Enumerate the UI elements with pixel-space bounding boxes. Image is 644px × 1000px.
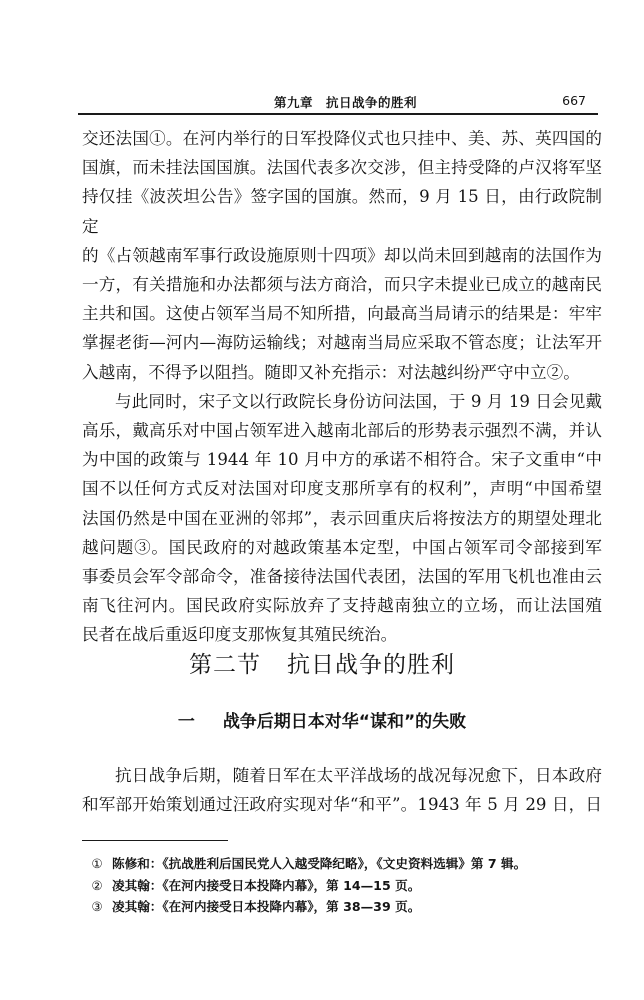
text-line: 交还法国①。在河内举行的日军投降仪式也只挂中、美、苏、英四国的: [82, 129, 602, 148]
footnote-mark: ②: [91, 877, 103, 893]
paragraph-1: [82, 124, 602, 387]
chapter-title: 第九章 抗日战争的胜利: [274, 95, 418, 110]
text-line: 与此同时，宋子文以行政院长身份访问法国，于 9 月 19 日会见戴: [115, 391, 602, 411]
text-line: 和军部开始策划通过汪政府实现对华“和平”。1943 年 5 月 29 日，日: [82, 795, 602, 815]
text-line: 高乐，戴高乐对中国占领军进入越南北部后的形势表示强烈不满，并认: [82, 421, 602, 441]
footnote-text: 陈修和：《抗战胜利后国民党人入越受降纪略》，《文史资料选辑》第 7 辑。: [112, 856, 527, 871]
text-line: 抗日战争后期，随着日军在太平洋战场的战况每况愈下，日本政府: [115, 766, 602, 785]
paragraph-2: [82, 387, 602, 650]
text-line: 法国仍然是中国在亚洲的邻邦”，表示回重庆后将按法方的期望处理北: [82, 508, 602, 528]
page-number: 667: [562, 93, 586, 108]
text-line: 国旗，而未挂法国国旗。法国代表多次交涉，但主持受降的卢汉将军坚: [82, 158, 602, 178]
footnote-divider: [82, 840, 228, 841]
subsection-title-text: 战争后期日本对华“谋和”的失败: [222, 712, 467, 732]
text-line: 掌握老街—河内—海防运输线；对越南当局应采取不管态度；让法军开: [82, 333, 602, 353]
text-line: 越问题③。国民政府的对越政策基本定型，中国占领军司令部接到军: [82, 537, 602, 557]
footnote-2: [82, 875, 602, 897]
footnotes: [82, 853, 602, 918]
footnote-text: 凌其翰：《在河内接受日本投降内幕》，第 14—15 页。: [112, 877, 421, 893]
text-line: 国不以任何方式反对法国对印度支那所享有的权利”，声明“中国希望: [82, 479, 602, 499]
text-line: 主共和国。这使占领军当局不知所措，向最高当局请示的结果是：牢牢: [82, 304, 602, 324]
section-title-text: 抗日战争的胜利: [287, 652, 455, 678]
footnote-mark: ③: [91, 899, 103, 914]
text-line: 为中国的政策与 1944 年 10 月中方的承诺不相符合。宋子文重申“中: [82, 450, 602, 470]
text-line: 民者在战后重返印度支那恢复其殖民统治。: [82, 625, 398, 645]
footnote-text: 凌其翰：《在河内接受日本投降内幕》，第 38—39 页。: [112, 899, 421, 914]
text-line: 入越南，不得予以阻挡。随即又补充指示：对法越纠纷严守中立②。: [82, 362, 580, 382]
body-text-bottom: [82, 761, 602, 819]
text-line: 事委员会军令部命令，准备接待法国代表团，法国的军用飞机也准由云: [82, 567, 602, 587]
footnote-1: [82, 853, 602, 875]
text-line: 持仅挂《波茨坦公告》签字国的国旗。然而，9 月 15 日，由行政院制定: [82, 187, 602, 236]
text-line: 的《占领越南军事行政设施原则十四项》却以尚未回到越南的法国作为: [82, 245, 602, 265]
subsection-heading: [0, 707, 644, 732]
footnote-3: [82, 896, 602, 918]
text-line: 南飞往河内。国民政府实际放弃了支持越南独立的立场，而让法国殖: [82, 596, 602, 616]
running-header: [78, 91, 598, 115]
text-line: 一方，有关措施和办法都须与法方商洽，而只字未提业已成立的越南民: [82, 275, 602, 295]
subsection-number: 一: [177, 712, 195, 732]
section-number: 第二节: [189, 652, 261, 678]
footnote-mark: ①: [91, 856, 103, 871]
body-text-top: [82, 124, 602, 650]
section-heading: [0, 646, 644, 679]
